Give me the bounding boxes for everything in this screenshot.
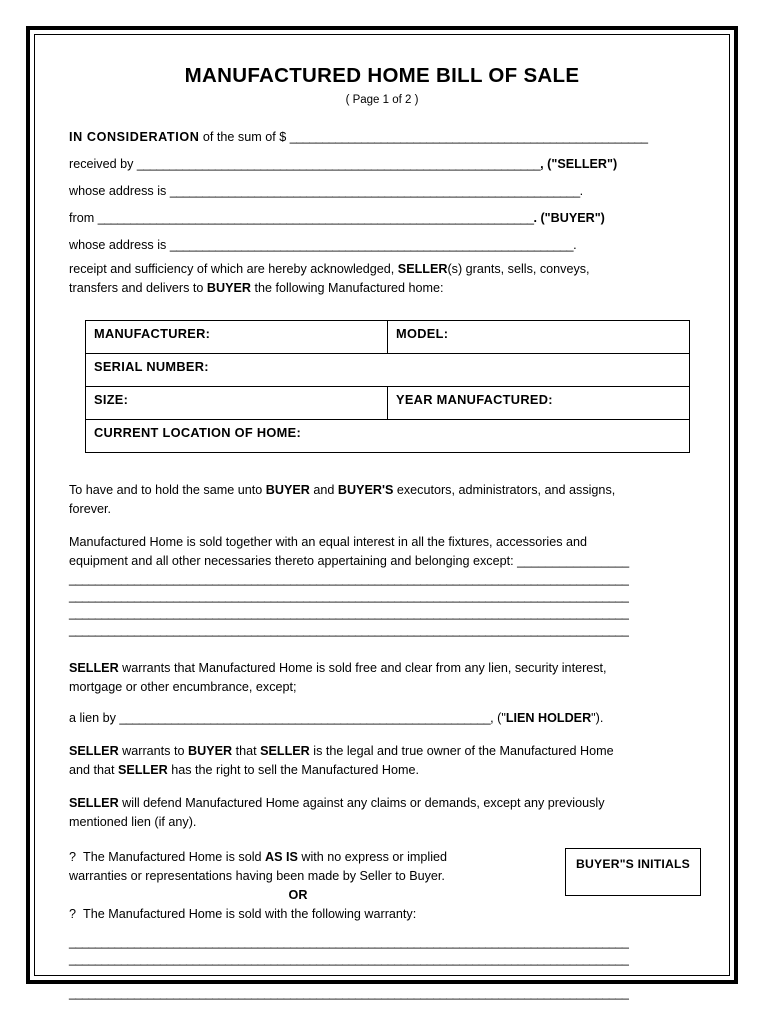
hold-text-a: To have and to hold the same unto [69,483,266,498]
warranty-detail-rules [63,934,701,1002]
consideration-amount-line [63,124,701,150]
lien-by-fill-field[interactable]: _________________________________________________________ [119,711,491,726]
seller-address-suffix: . [579,184,584,199]
receipt-buyer-keyword: BUYER [206,281,251,296]
hold-buyers-keyword: BUYER'S [337,483,394,498]
seller-tag: , ("SELLER") [540,157,618,172]
manufactured-home-details-table [85,320,690,453]
in-consideration-rest: of the sum of $ [199,130,290,145]
with-warranty-option-line [69,905,553,924]
with-warranty-text: The Manufactured Home is sold with the following warranty: [83,907,417,922]
received-by-fill-field[interactable]: ______________________________________________________________ [136,157,541,172]
from-label: from [69,211,98,226]
warranty-rule-line-2[interactable]: ______________________________________________________________________________________ [69,952,629,967]
clauses-section [63,481,701,1002]
have-and-hold-paragraph [63,481,701,519]
page-border-inner [34,34,730,1001]
owner-text-d: that [232,744,261,759]
hold-text-forever: forever. [69,502,111,517]
owner-text-g: and that [69,763,119,778]
receipt-acknowledgment-paragraph [63,260,701,298]
lien-text-b: warrants that Manufactured Home is sold free and clear from any lien, security interest, [118,661,607,676]
owner-seller-keyword-3: SELLER [118,763,168,778]
fixtures-rule-line-4[interactable]: ______________________________________________________________________________________ [69,623,629,638]
received-by-label: received by [69,157,137,172]
buyers-initials-label: BUYER"S INITIALS [576,857,690,872]
buyer-address-fill-field[interactable]: ______________________________________________________________ [169,238,574,253]
as-is-text-a: The Manufactured Home is sold [83,850,265,865]
owner-text-b: warrants to [118,744,188,759]
lien-by-label: a lien by [69,711,120,726]
from-line [63,205,701,231]
receipt-text-c: (s) grants, sells, conveys, [447,262,590,277]
owner-text-f: is the legal and true owner of the Manufactured Home [309,744,614,759]
table-row [86,354,690,387]
seller-address-line [63,178,701,204]
table-row [86,387,690,420]
fixtures-rule-line-1[interactable]: ______________________________________________________________________________________ [69,572,629,587]
lien-holder-suffix-a: , (" [490,711,506,726]
table-cell-model[interactable]: MODEL: [388,321,690,354]
warranty-rule-line-3[interactable]: ______________________________________________________________________________________ [69,969,629,984]
receipt-text-a: receipt and sufficiency of which are hereby acknowledged, [69,262,398,277]
warranty-rule-line-1[interactable]: ______________________________________________________________________________________ [69,935,629,950]
legal-owner-paragraph [63,742,701,780]
or-separator-label: OR [288,888,308,903]
table-row [86,420,690,453]
warranty-option-as-is [63,848,553,886]
buyers-initials-box[interactable] [565,848,701,896]
defend-text-b: will defend Manufactured Home against any claims or demands, except any previously [118,796,605,811]
lien-text-line2: mortgage or other encumbrance, except; [69,680,297,695]
warranty-choice-section [63,848,701,924]
in-consideration-label: IN CONSIDERATION [69,130,200,145]
table-cell-current-location[interactable]: CURRENT LOCATION OF HOME: [86,420,690,453]
hold-text-e: executors, administrators, and assigns, [393,483,616,498]
document-sheet [35,35,729,1001]
owner-seller-keyword-1: SELLER [69,744,119,759]
from-fill-field[interactable]: ___________________________________________________________________ [97,211,534,226]
lien-seller-keyword: SELLER [69,661,119,676]
page-title: MANUFACTURED HOME BILL OF SALE [184,64,580,87]
warranty-option-with-warranty [63,905,553,924]
lien-holder-suffix-c: "). [591,711,604,726]
owner-seller-keyword-2: SELLER [260,744,310,759]
fixtures-paragraph [63,533,701,571]
defend-paragraph [63,794,701,832]
owner-buyer-keyword: BUYER [187,744,233,759]
fixtures-rule-line-3[interactable]: ______________________________________________________________________________________ [69,606,629,621]
as-is-option-line-1 [69,848,553,867]
buyer-address-label: whose address is [69,238,170,253]
received-by-line [63,151,701,177]
warranty-rule-line-4[interactable]: ______________________________________________________________________________________ [69,986,629,1001]
fixtures-text-line2: equipment and all other necessaries thereto appertaining and belonging except: ________________ [69,554,630,569]
seller-address-label: whose address is [69,184,170,199]
hold-text-c: and [309,483,338,498]
lien-holder-tag: LIEN HOLDER [505,711,592,726]
seller-address-fill-field[interactable]: _______________________________________________________________ [169,184,580,199]
table-cell-serial-number[interactable]: SERIAL NUMBER: [86,354,690,387]
table-cell-year-manufactured[interactable]: YEAR MANUFACTURED: [388,387,690,420]
checkbox-with-warranty-icon[interactable]: ? [69,907,77,922]
as-is-option-line-2: warranties or representations having been made by Seller to Buyer. [69,869,445,884]
table-row [86,321,690,354]
receipt-text-d: transfers and delivers to [69,281,207,296]
defend-text-line2: mentioned lien (if any). [69,815,197,830]
buyer-address-suffix: . [573,238,577,253]
table-cell-size[interactable]: SIZE: [86,387,388,420]
fixtures-text-line1: Manufactured Home is sold together with an equal interest in all the fixtures, accessories and [69,535,588,550]
fixtures-rule-line-2[interactable]: ______________________________________________________________________________________ [69,589,629,604]
receipt-text-f: the following Manufactured home: [251,281,444,296]
consideration-section [63,124,701,298]
page-border-frame [26,26,738,1001]
checkbox-as-is-icon[interactable]: ? [69,850,77,865]
owner-text-i: has the right to sell the Manufactured Home. [167,763,420,778]
table-cell-manufacturer[interactable]: MANUFACTURER: [86,321,388,354]
lien-by-line [63,709,701,728]
hold-buyer-keyword: BUYER [265,483,310,498]
as-is-keyword: AS IS [265,850,298,865]
page-subtitle: ( Page 1 of 2 ) [345,93,419,106]
amount-fill-field[interactable]: _______________________________________________________ [289,130,648,145]
receipt-seller-keyword: SELLER [397,262,448,277]
as-is-text-c: with no express or implied [297,850,447,865]
buyer-address-line [63,232,701,258]
lien-warranty-paragraph [63,659,701,697]
defend-seller-keyword: SELLER [69,796,119,811]
buyer-tag: . ("BUYER") [533,211,605,226]
